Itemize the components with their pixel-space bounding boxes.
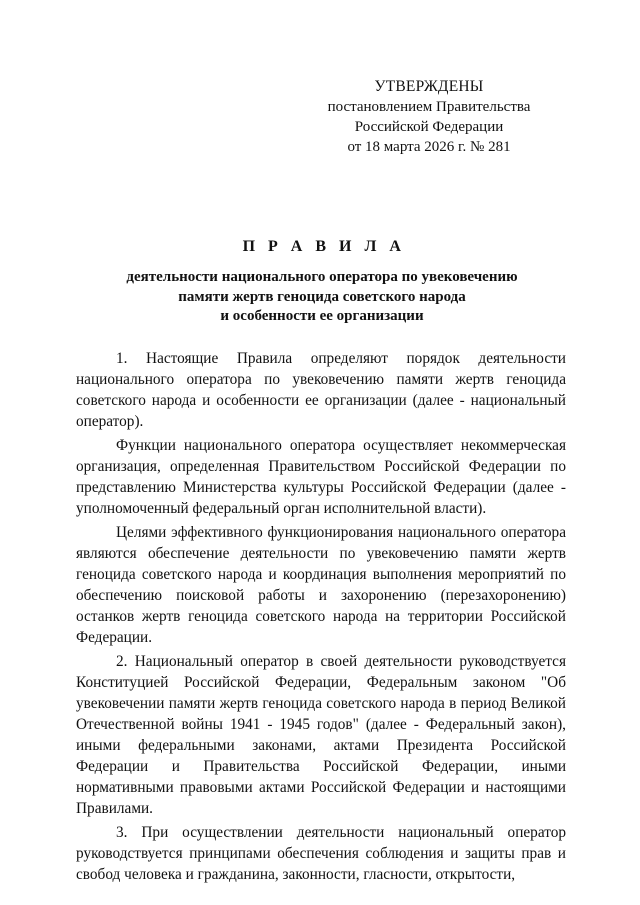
approval-stamp [300, 77, 558, 157]
approved-title: УТВЕРЖДЕНЫ [374, 78, 484, 95]
document-subtitle-line-3: и особенности ее организации [220, 308, 424, 324]
approval-line-1: постановлением Правительства [327, 99, 531, 115]
paragraph-2: Функции национального оператора осуществляет некоммерческая организация, определенная Правительством Российской Федерации по представлению Министерства культуры Российской Федерации (далее - уполномоченный федеральный орган исполнительной власти). [76, 437, 566, 517]
paragraph-4: 2. Национальный оператор в своей деятельности руководствуется Конституцией Российской Федерации, Федеральным законом "Об увековечении памяти жертв геноцида советского народа в период Великой Отечественной войны 1941 - 1945 годов" (далее - Федеральный закон), иными федеральными законами, актами Президента Российской Федерации и Правительства Российской Федерации, иными нормативными правовыми актами Российской Федерации и настоящими Правилами. [76, 653, 566, 817]
document-body [76, 348, 566, 888]
approval-line-3: от 18 марта 2026 г. № 281 [347, 139, 511, 155]
document-title: П Р А В И Л А [242, 238, 406, 255]
paragraph-1: 1. Настоящие Правила определяют порядок деятельности национального оператора по увековечению памяти жертв геноцида советского народа и особенности ее организации (далее - национальный оператор). [76, 350, 566, 430]
approval-line-2: Российской Федерации [354, 119, 504, 135]
document-subtitle-line-1: деятельности национального оператора по увековечению [126, 269, 518, 285]
paragraph-3: Целями эффективного функционирования национального оператора являются обеспечение деятельности по увековечению памяти жертв геноцида советского народа и координация выполнения мероприятий по обеспечению поисковой работы и захоронению (перезахоронению) останков жертв геноцида советского народа на территории Российской Федерации. [76, 524, 566, 646]
document-subtitle-line-2: памяти жертв геноцида советского народа [178, 288, 466, 305]
document-heading [78, 237, 566, 327]
paragraph-5: 3. При осуществлении деятельности национальный оператор руководствуется принципами обеспечения соблюдения и защиты прав и свобод человека и гражданина, законности, гласности, открытости, [76, 824, 566, 883]
